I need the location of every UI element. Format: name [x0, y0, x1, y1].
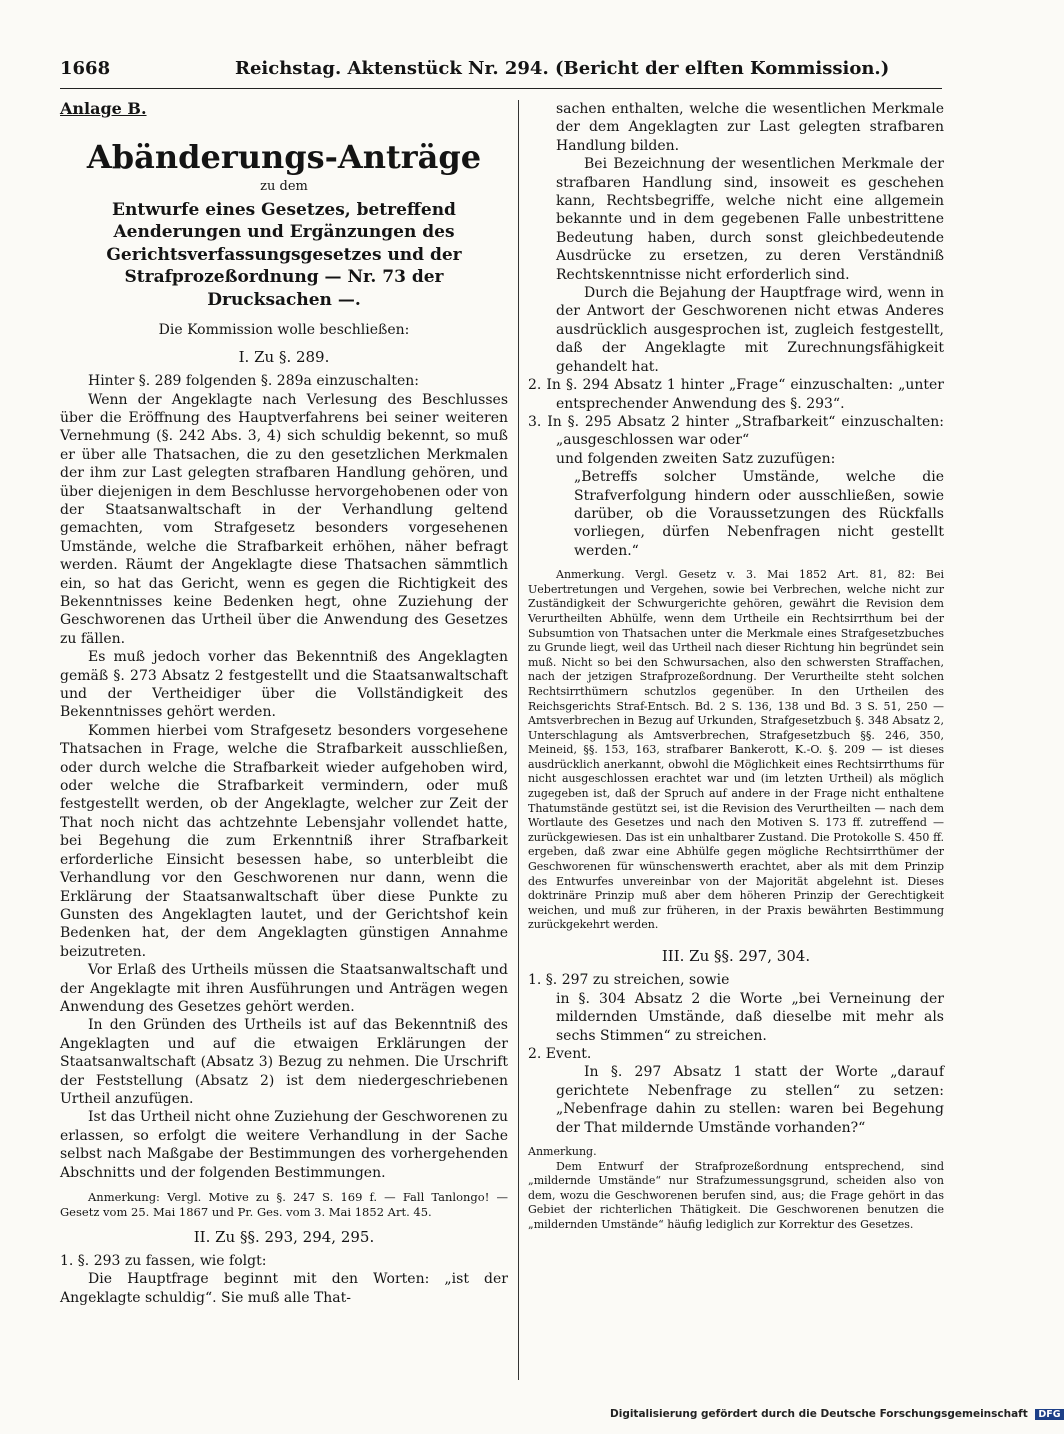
- right-column: [528, 100, 944, 1382]
- section-3-item-2-text: In §. 297 Absatz 1 statt der Worte „darauf gerichtete Nebenfrage zu stellen“ zu setzen: „Nebenfrage dahin zu stellen: waren bei Begehung der That mildernde Umstände vorhanden?“: [556, 1064, 944, 1136]
- section-3-item-1: 1. §. 297 zu streichen, sowie: [528, 972, 730, 989]
- note-3-label: Anmerkung.: [528, 1145, 597, 1159]
- section-1-instruction: Hinter §. 289 folgenden §. 289a einzuschalten:: [88, 373, 419, 390]
- paragraph-4: Vor Erlaß des Urtheils müssen die Staatsanwaltschaft und der Angeklagte mit ihren Ausführungen und Anträgen wegen Anwendung des Gesetzes gehört werden.: [60, 962, 508, 1015]
- paragraph-2: Es muß jedoch vorher das Bekenntniß des Angeklagten gemäß §. 273 Absatz 2 festgestellt und die Staatsanwaltschaft und der Vertheidiger über die Vollständigkeit des Bekenntnisses gehört werden.: [60, 649, 508, 721]
- section-2-heading: II. Zu §§. 293, 294, 295.: [193, 1227, 375, 1246]
- page-header: [60, 58, 942, 86]
- item-3-continuation: und folgenden zweiten Satz zuzufügen:: [556, 450, 836, 467]
- dfg-logo: DFG: [1035, 1409, 1063, 1420]
- paragraph-3: Kommen hierbei vom Strafgesetz besonders vorgesehene Thatsachen in Frage, welche die Strafbarkeit ausschließen, oder durch welche die Strafbarkeit wieder aufgehoben wird, oder welche die Strafbarkeit vermindern, oder muß festgestellt werden, ob der Angeklagte, welcher zur Zeit der That noch nicht das achtzehnte Lebensjahr vollendet hatte, bei Begehung die zum Erkenntniß ihrer Strafbarkeit erforderliche Einsicht besessen habe, so unterbleibt die Verhandlung vor den Geschworenen nur dann, wenn die Erklärung der Staatsanwaltschaft über diese Punkte zu Gunsten des Angeklagten lautet, und der Gerichtshof kein Bedenken hat, der dem Angeklagten günstigen Annahme beizutreten.: [60, 722, 508, 960]
- document-title: Abänderungs-Anträge: [86, 138, 482, 177]
- page-number: 1668: [60, 58, 111, 79]
- item-2: 2. In §. 294 Absatz 1 hinter „Frage“ einzuschalten: „unter entsprechender Anwendung des §. 293“.: [528, 377, 944, 412]
- document-subtitle: Entwurfe eines Gesetzes, betreffend Aenderungen und Ergänzungen des Gerichtsverfassungsgesetzes und der Strafprozeßordnung — Nr. 73 der Drucksachen —.: [106, 199, 462, 310]
- left-column: [60, 100, 508, 1382]
- header-rule: [60, 88, 942, 89]
- paragraph-bezeichnung: Bei Bezeichnung der wesentlichen Merkmale der strafbaren Handlung sind, insoweit es geschehen kann, Rechtsbegriffe, welche nicht eine allgemein bekannte und in dem gegebenen Falle unbestrittene Bedeutung haben, durch sonst gleichbedeutende Ausdrücke zu ersetzen, zu deren Verständniß Rechtskenntnisse nicht erforderlich sind.: [556, 156, 944, 283]
- note-2: Anmerkung. Vergl. Gesetz v. 3. Mai 1852 Art. 81, 82: Bei Uebertretungen und Vergehen, sowie bei Verbrechen, welche nicht zur Zuständigkeit der Schwurgerichte gehören, gewährt die Revision dem Verurtheilten Abhülfe, wenn dem Urtheile ein Rechtsirrthum bei der Subsumtion von Thatsachen unter die Merkmale eines Strafgesetzbuches zu Grunde liegt, weil das Urtheil nach dieser Richtung hin begründet sein muß. Nicht so bei den Schwursachen, also den schwersten Straffachen, nach der jetzigen Strafprozeßordnung. Der Verurtheilte steht solchen Rechtsirrthümern schutzlos gegenüber. In den Urtheilen des Reichsgerichts Straf-Entsch. Bd. 2 S. 136, 138 und Bd. 3 S. 51, 250 — Amtsverbrechen in Bezug auf Urkunden, Strafgesetzbuch §. 348 Absatz 2, Unterschlagung als Amtsverbrechen, Strafgesetzbuch §§. 246, 350, Meineid, §§. 153, 163, strafbarer Bankerott, K.-O. §. 209 — ist dieses ausdrücklich anerkannt, obwohl die Möglichkeit eines Rechtsirrthums für nicht ausgeschlossen erachtet war und (im letzten Urtheil) als möglich zugegeben ist, daß der Spruch auf andere in der Frage nicht enthaltene Thatumstände gestützt sei, ist die Revision des Verurtheilten — nach dem Wortlaute des Gesetzes und nach den Motiven S. 173 ff. zutreffend — zurückgewiesen. Das ist ein unhaltbarer Zustand. Die Protokolle S. 450 ff. ergeben, daß zwar eine Abhülfe gegen mögliche Rechtsirrthümer der Geschworenen für wünschenswerth erachtet, aber als mit dem Prinzip des Entwurfes unvereinbar von der Majorität abgelehnt ist. Dieses doktrinäre Prinzip muß aber dem höheren Prinzip der Gerechtigkeit weichen, und muß zur früheren, in der Praxis bewährten Bestimmung zurückgekehrt werden.: [528, 568, 944, 932]
- note-3: Dem Entwurf der Strafprozeßordnung entsprechend, sind „mildernde Umstände“ nur Strafzumessungsgrund, scheiden also von dem, wozu die Geschworenen berufen sind, aus; die Frage gehört in das Gebiet der richterlichen Thätigkeit. Die Geschworenen benutzen die „mildernden Umstände“ häufig lediglich zur Korrektur des Gesetzes.: [528, 1159, 944, 1232]
- section-2-item-1: 1. §. 293 zu fassen, wie folgt:: [60, 1253, 267, 1269]
- note-1: Anmerkung: Vergl. Motive zu §. 247 S. 169 f. — Fall Tanlongo! — Gesetz vom 25. Mai 1867 und Pr. Ges. vom 3. Mai 1852 Art. 45.: [60, 1190, 508, 1219]
- section-3-item-2: 2. Event.: [528, 1046, 592, 1063]
- paragraph-1: Wenn der Angeklagte nach Verlesung des Beschlusses über die Eröffnung des Hauptverfahrens bei seiner weiteren Vernehmung (§. 242 Abs. 3, 4) sich schuldig bekennt, so muß er über alle Thatsachen, die zu den gesetzlichen Merkmalen der ihm zur Last gelegten strafbaren Handlung gehören, und über diejenigen in dem Beschlusse hervorgehobenen oder von der Staatsanwaltschaft in der Verhandlung geltend gemachten, vom Strafgesetz besonders vorgesehenen Umstände, welche die Strafbarkeit erhöhen, näher befragt werden. Räumt der Angeklagte diese Thatsachen sämmtlich ein, so hat das Gericht, wenn es gegen die Richtigkeit des Bekenntnisses keine Bedenken hegt, ohne Zuziehung der Geschworenen das Urtheil über die Anwendung des Gesetzes zu fällen.: [60, 391, 508, 647]
- paragraph-6: Ist das Urtheil nicht ohne Zuziehung der Geschworenen zu erlassen, so erfolgt die weitere Verhandlung in der Sache selbst nach Maßgabe der Bestimmungen des vorhergehenden Abschnitts und der folgenden Bestimmungen.: [60, 1109, 508, 1181]
- section-2-item-1-text: Die Hauptfrage beginnt mit den Worten: „ist der Angeklagte schuldig“. Sie muß alle That-: [60, 1271, 508, 1306]
- digitization-text: Digitalisierung gefördert durch die Deutsche Forschungsgemeinschaft: [610, 1408, 1028, 1420]
- digitization-footer: [610, 1408, 1061, 1428]
- section-3-item-1-text: in §. 304 Absatz 2 die Worte „bei Verneinung der mildernden Umstände, daß dieselbe mit mehr als sechs Stimmen“ zu streichen.: [556, 990, 944, 1044]
- section-1-heading: I. Zu §. 289.: [238, 347, 330, 366]
- zu-dem: zu dem: [260, 179, 308, 195]
- item-3: 3. In §. 295 Absatz 2 hinter „Strafbarkeit“ einzuschalten: „ausgeschlossen war oder“: [528, 413, 944, 449]
- continued-text: sachen enthalten, welche die wesentlichen Merkmale der dem Angeklagten zur Last gelegten strafbaren Handlung bilden.: [556, 101, 944, 154]
- intro-line: Die Kommission wolle beschließen:: [158, 322, 410, 339]
- item-3-quote: „Betreffs solcher Umstände, welche die Strafverfolgung hindern oder ausschließen, sowie darüber, ob die Voraussetzungen des Rückfalls vorliegen, dürfen Nebenfragen nicht gestellt werden.“: [574, 469, 944, 559]
- anlage-label: Anlage B.: [60, 99, 147, 118]
- paragraph-bejahung: Durch die Bejahung der Hauptfrage wird, wenn in der Antwort der Geschworenen nicht etwas Anderes ausdrücklich ausgesprochen ist, zugleich festgestellt, daß der Angeklagte mit Zurechnungsfähigkeit gehandelt hat.: [556, 285, 944, 375]
- column-divider: [518, 100, 519, 1380]
- paragraph-5: In den Gründen des Urtheils ist auf das Bekenntniß des Angeklagten und auf die etwaigen Erklärungen der Staatsanwaltschaft (Absatz 3) Bezug zu nehmen. Die Urschrift der Feststellung (Absatz 2) ist dem niedergeschriebenen Urtheil anzufügen.: [60, 1017, 508, 1107]
- section-3-heading: III. Zu §§. 297, 304.: [661, 947, 811, 965]
- running-title: Reichstag. Aktenstück Nr. 294. (Bericht der elften Kommission.): [235, 58, 890, 79]
